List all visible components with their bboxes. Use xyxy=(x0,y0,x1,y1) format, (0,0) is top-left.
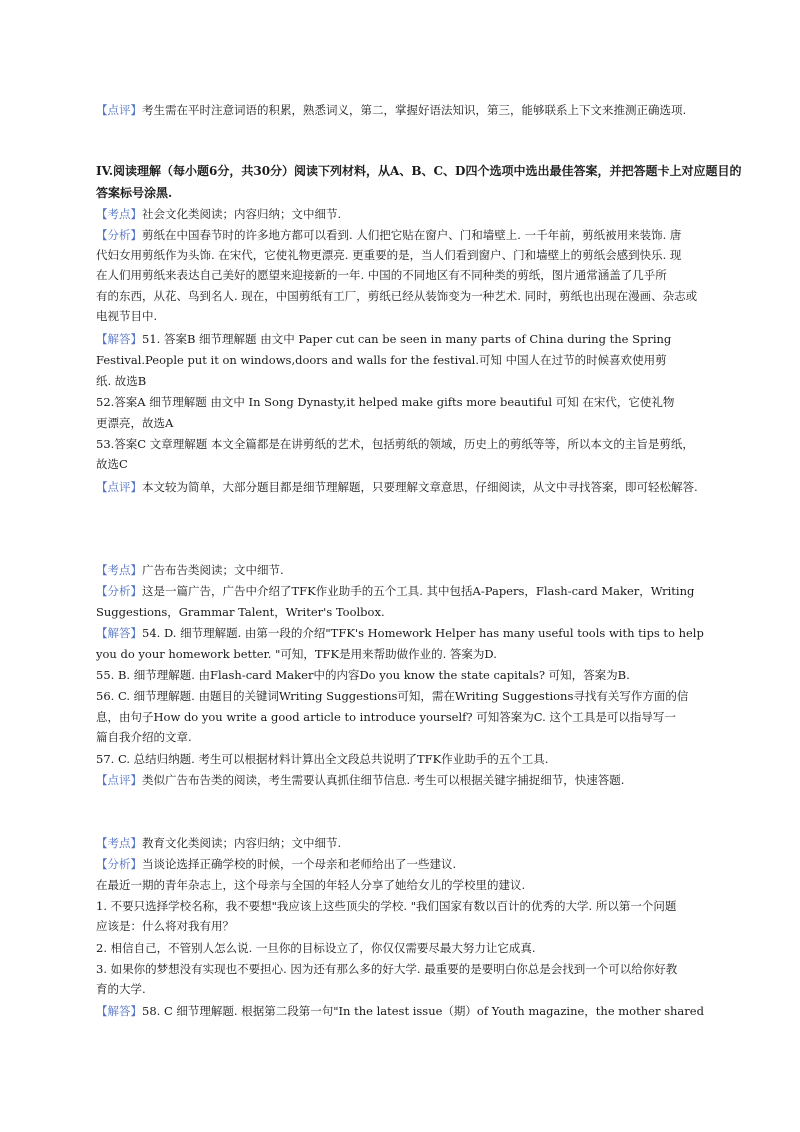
text: 当谈论选择正确学校的时候，一个母亲和老师给出了一些建议. xyxy=(142,857,457,871)
text-line: 1. 不要只选择学校名称，我不要想"我应该上这些顶尖的学校. "我们国家有数以百计的优秀的大学. 所以第一个问题 xyxy=(96,899,677,913)
text-line: 应该是：什么将对我有用？ xyxy=(96,919,234,933)
comment-line xyxy=(96,103,716,117)
text-line: 故选C xyxy=(96,457,128,471)
text-line: Suggestions，Grammar Talent，Writer's Toolbox. xyxy=(96,605,385,619)
text-line: 53.答案C 文章理解题 本文全篇都是在讲剪纸的艺术，包括剪纸的领域，历史上的剪纸等等，所以本文的主旨是剪纸， xyxy=(96,437,694,451)
kaodian-line xyxy=(96,563,716,577)
jieda-tag: 【解答】 xyxy=(96,332,142,346)
section-heading-cont: 答案标号涂黑. xyxy=(96,186,173,200)
text-line: 纸. 故选B xyxy=(96,374,147,388)
text: 教育文化类阅读；内容归纳；文中细节. xyxy=(142,836,342,850)
text-line: 育的大学. xyxy=(96,982,146,996)
text: 54. D. 细节理解题. 由第一段的介绍"TFK's Homework Helper has many useful tools with tips to help xyxy=(142,626,704,640)
fenxi-tag: 【分析】 xyxy=(96,584,142,598)
text: 广告布告类阅读；文中细节. xyxy=(142,563,284,577)
text: 类似广告布告类的阅读，考生需要认真抓住细节信息. 考生可以根据关键字捕捉细节，快速答题. xyxy=(142,773,625,787)
fenxi-tag: 【分析】 xyxy=(96,857,142,871)
fenxi-line xyxy=(96,584,716,598)
text-line: 57. C. 总结归纳题. 考生可以根据材料计算出全文段总共说明了TFK作业助手的五个工具. xyxy=(96,752,549,766)
kaodian-tag: 【考点】 xyxy=(96,563,142,577)
text: 51. 答案B 细节理解题 由文中 Paper cut can be seen in many parts of China during the Spring xyxy=(142,332,672,346)
text-line: Festival.People put it on windows,doors and walls for the festival.可知 中国人在过节的时候喜欢使用剪 xyxy=(96,353,667,367)
kaodian-line xyxy=(96,836,716,850)
text-line: 有的东西，从花、鸟到名人. 现在，中国剪纸有工厂，剪纸已经从装饰变为一种艺术. 同时，剪纸也出现在漫画、杂志或 xyxy=(96,289,698,303)
kaodian-tag: 【考点】 xyxy=(96,207,142,221)
text-line: 3. 如果你的梦想没有实现也不要担心. 因为还有那么多的好大学. 最重要的是要明白你总是会找到一个可以给你好教 xyxy=(96,962,678,976)
jieda-line xyxy=(96,626,716,640)
text: 剪纸在中国春节时的许多地方都可以看到. 人们把它贴在窗户、门和墙壁上. 一千年前，剪纸被用来装饰. 唐 xyxy=(142,228,682,242)
text: 58. C 细节理解题. 根据第二段第一句"In the latest issue（期）of Youth magazine，the mother shared xyxy=(142,1004,704,1018)
fenxi-tag: 【分析】 xyxy=(96,228,142,242)
text-line: 电视节目中. xyxy=(96,309,158,323)
text: 社会文化类阅读；内容归纳；文中细节. xyxy=(142,207,342,221)
text-line: 息，由句子How do you write a good article to introduce yourself? 可知答案为C. 这个工具是可以指导写一 xyxy=(96,710,676,724)
text-line: 56. C. 细节理解题. 由题目的关键词Writing Suggestions可知，需在Writing Suggestions寻找有关写作方面的信 xyxy=(96,689,689,703)
text-line: 篇自我介绍的文章. xyxy=(96,730,192,744)
text-line: 55. B. 细节理解题. 由Flash-card Maker中的内容Do you know the state capitals? 可知，答案为B. xyxy=(96,668,630,682)
dianping-line xyxy=(96,773,716,787)
kaodian-tag: 【考点】 xyxy=(96,836,142,850)
text-line: 更漂亮，故选A xyxy=(96,416,174,430)
text-line: 代妇女用剪纸作为头饰. 在宋代，它使礼物更漂亮. 更重要的是，当人们看到窗户、门和墙壁上的剪纸会感到快乐. 现 xyxy=(96,248,682,262)
jieda-line xyxy=(96,1004,716,1018)
text: 本文较为简单，大部分题目都是细节理解题，只要理解文章意思，仔细阅读，从文中寻找答案，即可轻松解答. xyxy=(142,480,698,494)
dianping-tag: 【点评】 xyxy=(96,480,142,494)
dianping-tag: 【点评】 xyxy=(96,103,142,117)
jieda-tag: 【解答】 xyxy=(96,1004,142,1018)
text-line: you do your homework better. "可知，TFK是用来帮助做作业的. 答案为D. xyxy=(96,647,497,661)
text: 这是一篇广告，广告中介绍了TFK作业助手的五个工具. 其中包括A-Papers，Flash-card Maker，Writing xyxy=(142,584,695,598)
text-line: 52.答案A 细节理解题 由文中 In Song Dynasty,it helped make gifts more beautiful 可知 在宋代，它使礼物 xyxy=(96,395,675,409)
jieda-line xyxy=(96,332,716,346)
text-line: 2. 相信自己，不管别人怎么说. 一旦你的目标设立了，你仅仅需要尽最大努力让它成真. xyxy=(96,941,536,955)
fenxi-line xyxy=(96,857,716,871)
kaodian-line xyxy=(96,207,716,221)
dianping-line xyxy=(96,480,716,494)
dianping-tag: 【点评】 xyxy=(96,773,142,787)
section-heading: IV.阅读理解（每小题6分，共30分）阅读下列材料，从A、B、C、D四个选项中选出最佳答案，并把答题卡上对应题目的 xyxy=(96,164,742,178)
text: 考生需在平时注意词语的积累，熟悉词义，第二，掌握好语法知识，第三，能够联系上下文来推测正确选项. xyxy=(142,103,687,117)
jieda-tag: 【解答】 xyxy=(96,626,142,640)
text-line: 在最近一期的青年杂志上，这个母亲与全国的年轻人分享了她给女儿的学校里的建议. xyxy=(96,878,526,892)
text-line: 在人们用剪纸来表达自己美好的愿望来迎接新的一年. 中国的不同地区有不同种类的剪纸，图片通常涵盖了几乎所 xyxy=(96,268,667,282)
fenxi-line xyxy=(96,228,716,242)
